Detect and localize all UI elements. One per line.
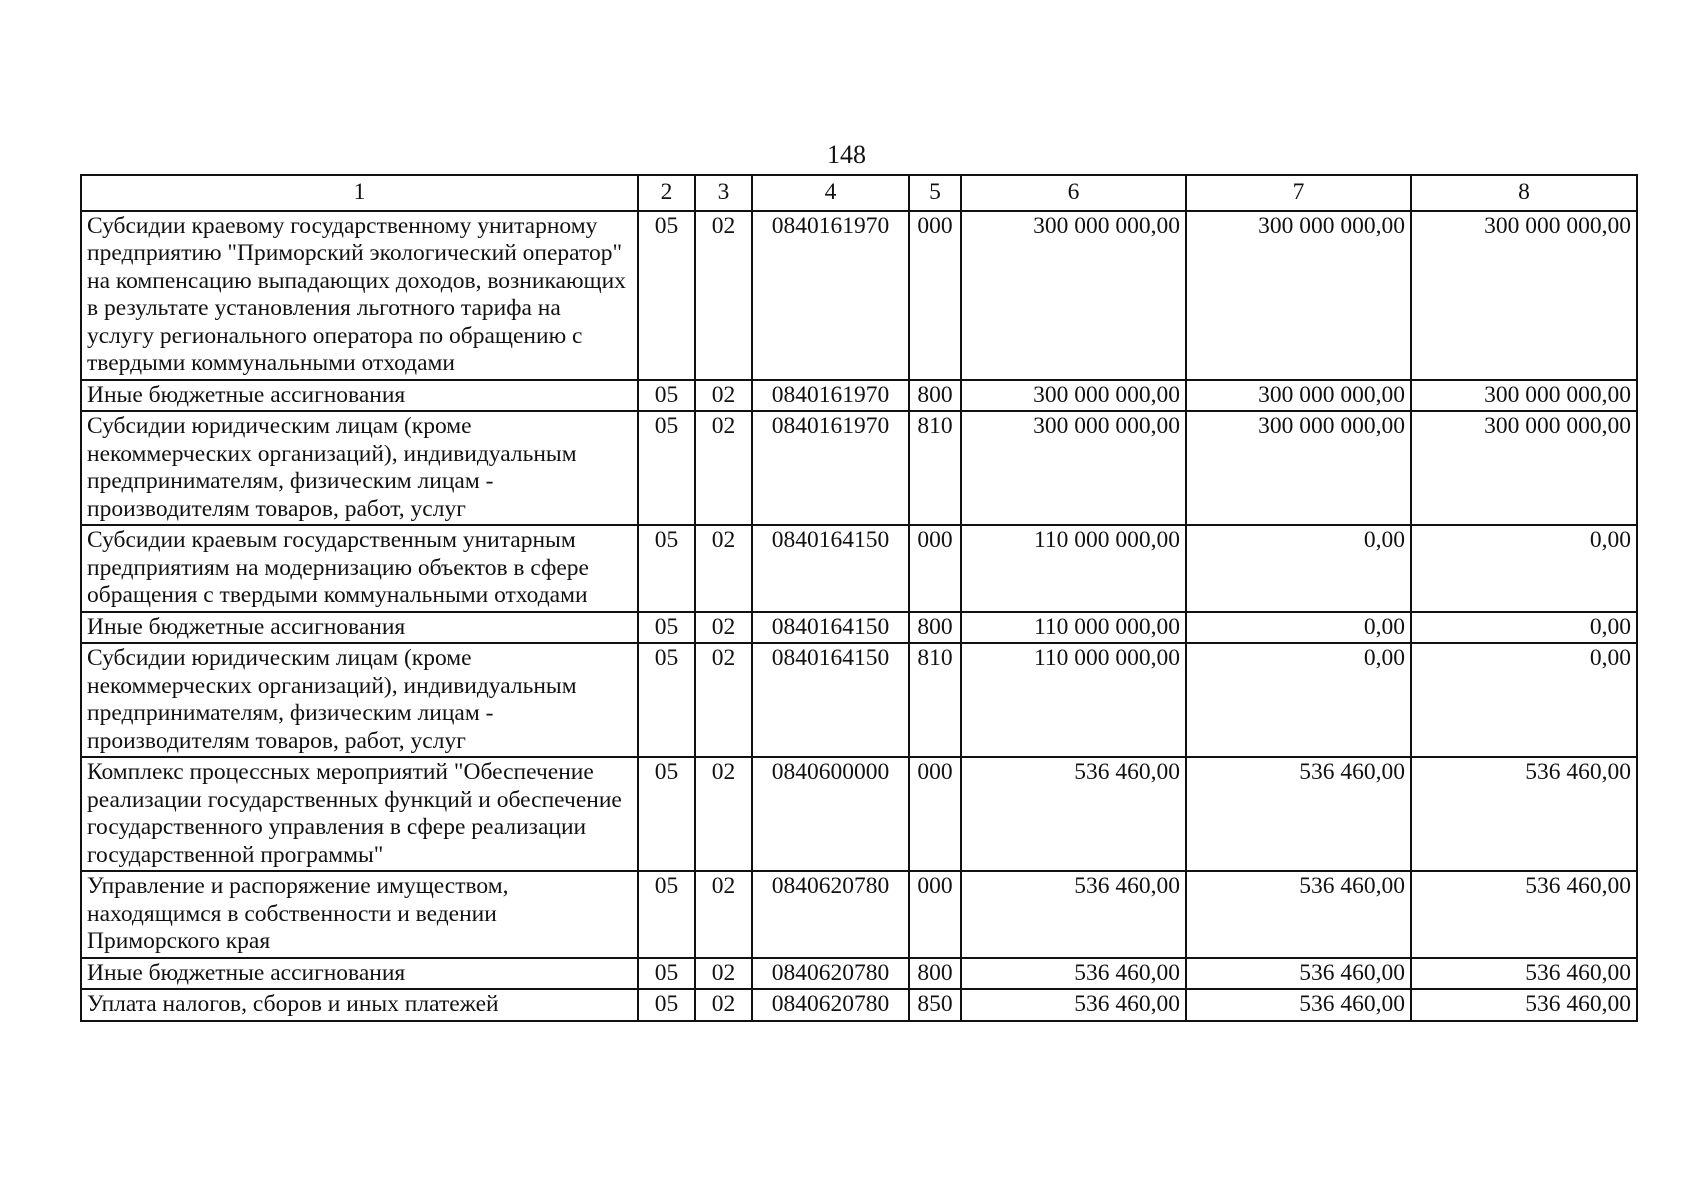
amount-col-8: 0,00 [1411,643,1637,757]
amount-col-8: 300 000 000,00 [1411,380,1637,412]
item-name: Уплата налогов, сборов и иных платежей [81,989,638,1021]
expense-type-code: 800 [909,612,961,644]
target-article-code: 0840161970 [752,380,909,412]
section-code: 05 [638,612,695,644]
amount-col-7: 536 460,00 [1186,958,1411,990]
table-row [81,643,1637,757]
item-name: Комплекс процессных мероприятий "Обеспечение реализации государственных функций и обеспечение государственного управления в сфере реализации государственной программы" [81,757,638,871]
item-name: Иные бюджетные ассигнования [81,380,638,412]
target-article-code: 0840161970 [752,411,909,525]
expense-type-code: 810 [909,411,961,525]
subsection-code: 02 [695,958,752,990]
amount-col-7: 0,00 [1186,643,1411,757]
target-article-code: 0840164150 [752,612,909,644]
amount-col-7: 536 460,00 [1186,757,1411,871]
table-row [81,380,1637,412]
amount-col-7: 300 000 000,00 [1186,211,1411,380]
amount-col-7: 536 460,00 [1186,989,1411,1021]
column-header-5: 5 [909,175,961,211]
item-name: Иные бюджетные ассигнования [81,958,638,990]
item-name: Управление и распоряжение имуществом, находящимся в собственности и ведении Приморского края [81,871,638,958]
item-name: Субсидии краевому государственному унитарному предприятию "Приморский экологический оператор" на компенсацию выпадающих доходов, возникающих в результате установления льготного тарифа на услугу регионального оператора по обращению с твердыми коммунальными отходами [81,211,638,380]
section-code: 05 [638,411,695,525]
amount-col-8: 300 000 000,00 [1411,411,1637,525]
target-article-code: 0840164150 [752,643,909,757]
expense-type-code: 000 [909,757,961,871]
expense-type-code: 810 [909,643,961,757]
amount-col-8: 0,00 [1411,612,1637,644]
section-code: 05 [638,380,695,412]
amount-col-6: 110 000 000,00 [961,612,1186,644]
column-header-2: 2 [638,175,695,211]
item-name: Иные бюджетные ассигнования [81,612,638,644]
column-header-8: 8 [1411,175,1637,211]
section-code: 05 [638,525,695,612]
subsection-code: 02 [695,757,752,871]
subsection-code: 02 [695,612,752,644]
amount-col-6: 536 460,00 [961,958,1186,990]
amount-col-6: 536 460,00 [961,871,1186,958]
table-row [81,989,1637,1021]
table-row [81,612,1637,644]
amount-col-8: 300 000 000,00 [1411,211,1637,380]
item-name: Субсидии юридическим лицам (кроме некоммерческих организаций), индивидуальным предпринимателям, физическим лицам - производителям товаров, работ, услуг [81,411,638,525]
section-code: 05 [638,643,695,757]
amount-col-8: 536 460,00 [1411,871,1637,958]
expense-type-code: 000 [909,211,961,380]
amount-col-7: 300 000 000,00 [1186,380,1411,412]
subsection-code: 02 [695,211,752,380]
expense-type-code: 800 [909,958,961,990]
page-number: 148 [827,140,866,169]
section-code: 05 [638,989,695,1021]
target-article-code: 0840620780 [752,871,909,958]
amount-col-7: 0,00 [1186,525,1411,612]
subsection-code: 02 [695,989,752,1021]
column-header-3: 3 [695,175,752,211]
amount-col-8: 536 460,00 [1411,757,1637,871]
subsection-code: 02 [695,411,752,525]
target-article-code: 0840164150 [752,525,909,612]
column-header-1: 1 [81,175,638,211]
amount-col-6: 110 000 000,00 [961,643,1186,757]
amount-col-6: 300 000 000,00 [961,411,1186,525]
table-row [81,958,1637,990]
section-code: 05 [638,958,695,990]
subsection-code: 02 [695,871,752,958]
section-code: 05 [638,757,695,871]
section-code: 05 [638,871,695,958]
amount-col-7: 536 460,00 [1186,871,1411,958]
amount-col-6: 300 000 000,00 [961,211,1186,380]
amount-col-8: 536 460,00 [1411,958,1637,990]
table-row [81,871,1637,958]
amount-col-7: 300 000 000,00 [1186,411,1411,525]
table-row [81,525,1637,612]
amount-col-6: 110 000 000,00 [961,525,1186,612]
target-article-code: 0840161970 [752,211,909,380]
target-article-code: 0840620780 [752,958,909,990]
table-row [81,211,1637,380]
expense-type-code: 800 [909,380,961,412]
table-row [81,411,1637,525]
column-header-6: 6 [961,175,1186,211]
target-article-code: 0840620780 [752,989,909,1021]
expense-type-code: 000 [909,525,961,612]
subsection-code: 02 [695,643,752,757]
section-code: 05 [638,211,695,380]
table-body [81,211,1637,1021]
column-number-row [81,175,1637,211]
amount-col-6: 536 460,00 [961,989,1186,1021]
target-article-code: 0840600000 [752,757,909,871]
budget-table [80,174,1638,1022]
amount-col-8: 0,00 [1411,525,1637,612]
amount-col-8: 536 460,00 [1411,989,1637,1021]
subsection-code: 02 [695,380,752,412]
amount-col-7: 0,00 [1186,612,1411,644]
item-name: Субсидии краевым государственным унитарным предприятиям на модернизацию объектов в сфере обращения с твердыми коммунальными отходами [81,525,638,612]
expense-type-code: 000 [909,871,961,958]
subsection-code: 02 [695,525,752,612]
column-header-4: 4 [752,175,909,211]
amount-col-6: 536 460,00 [961,757,1186,871]
amount-col-6: 300 000 000,00 [961,380,1186,412]
table-row [81,757,1637,871]
item-name: Субсидии юридическим лицам (кроме некоммерческих организаций), индивидуальным предпринимателям, физическим лицам - производителям товаров, работ, услуг [81,643,638,757]
column-header-7: 7 [1186,175,1411,211]
expense-type-code: 850 [909,989,961,1021]
